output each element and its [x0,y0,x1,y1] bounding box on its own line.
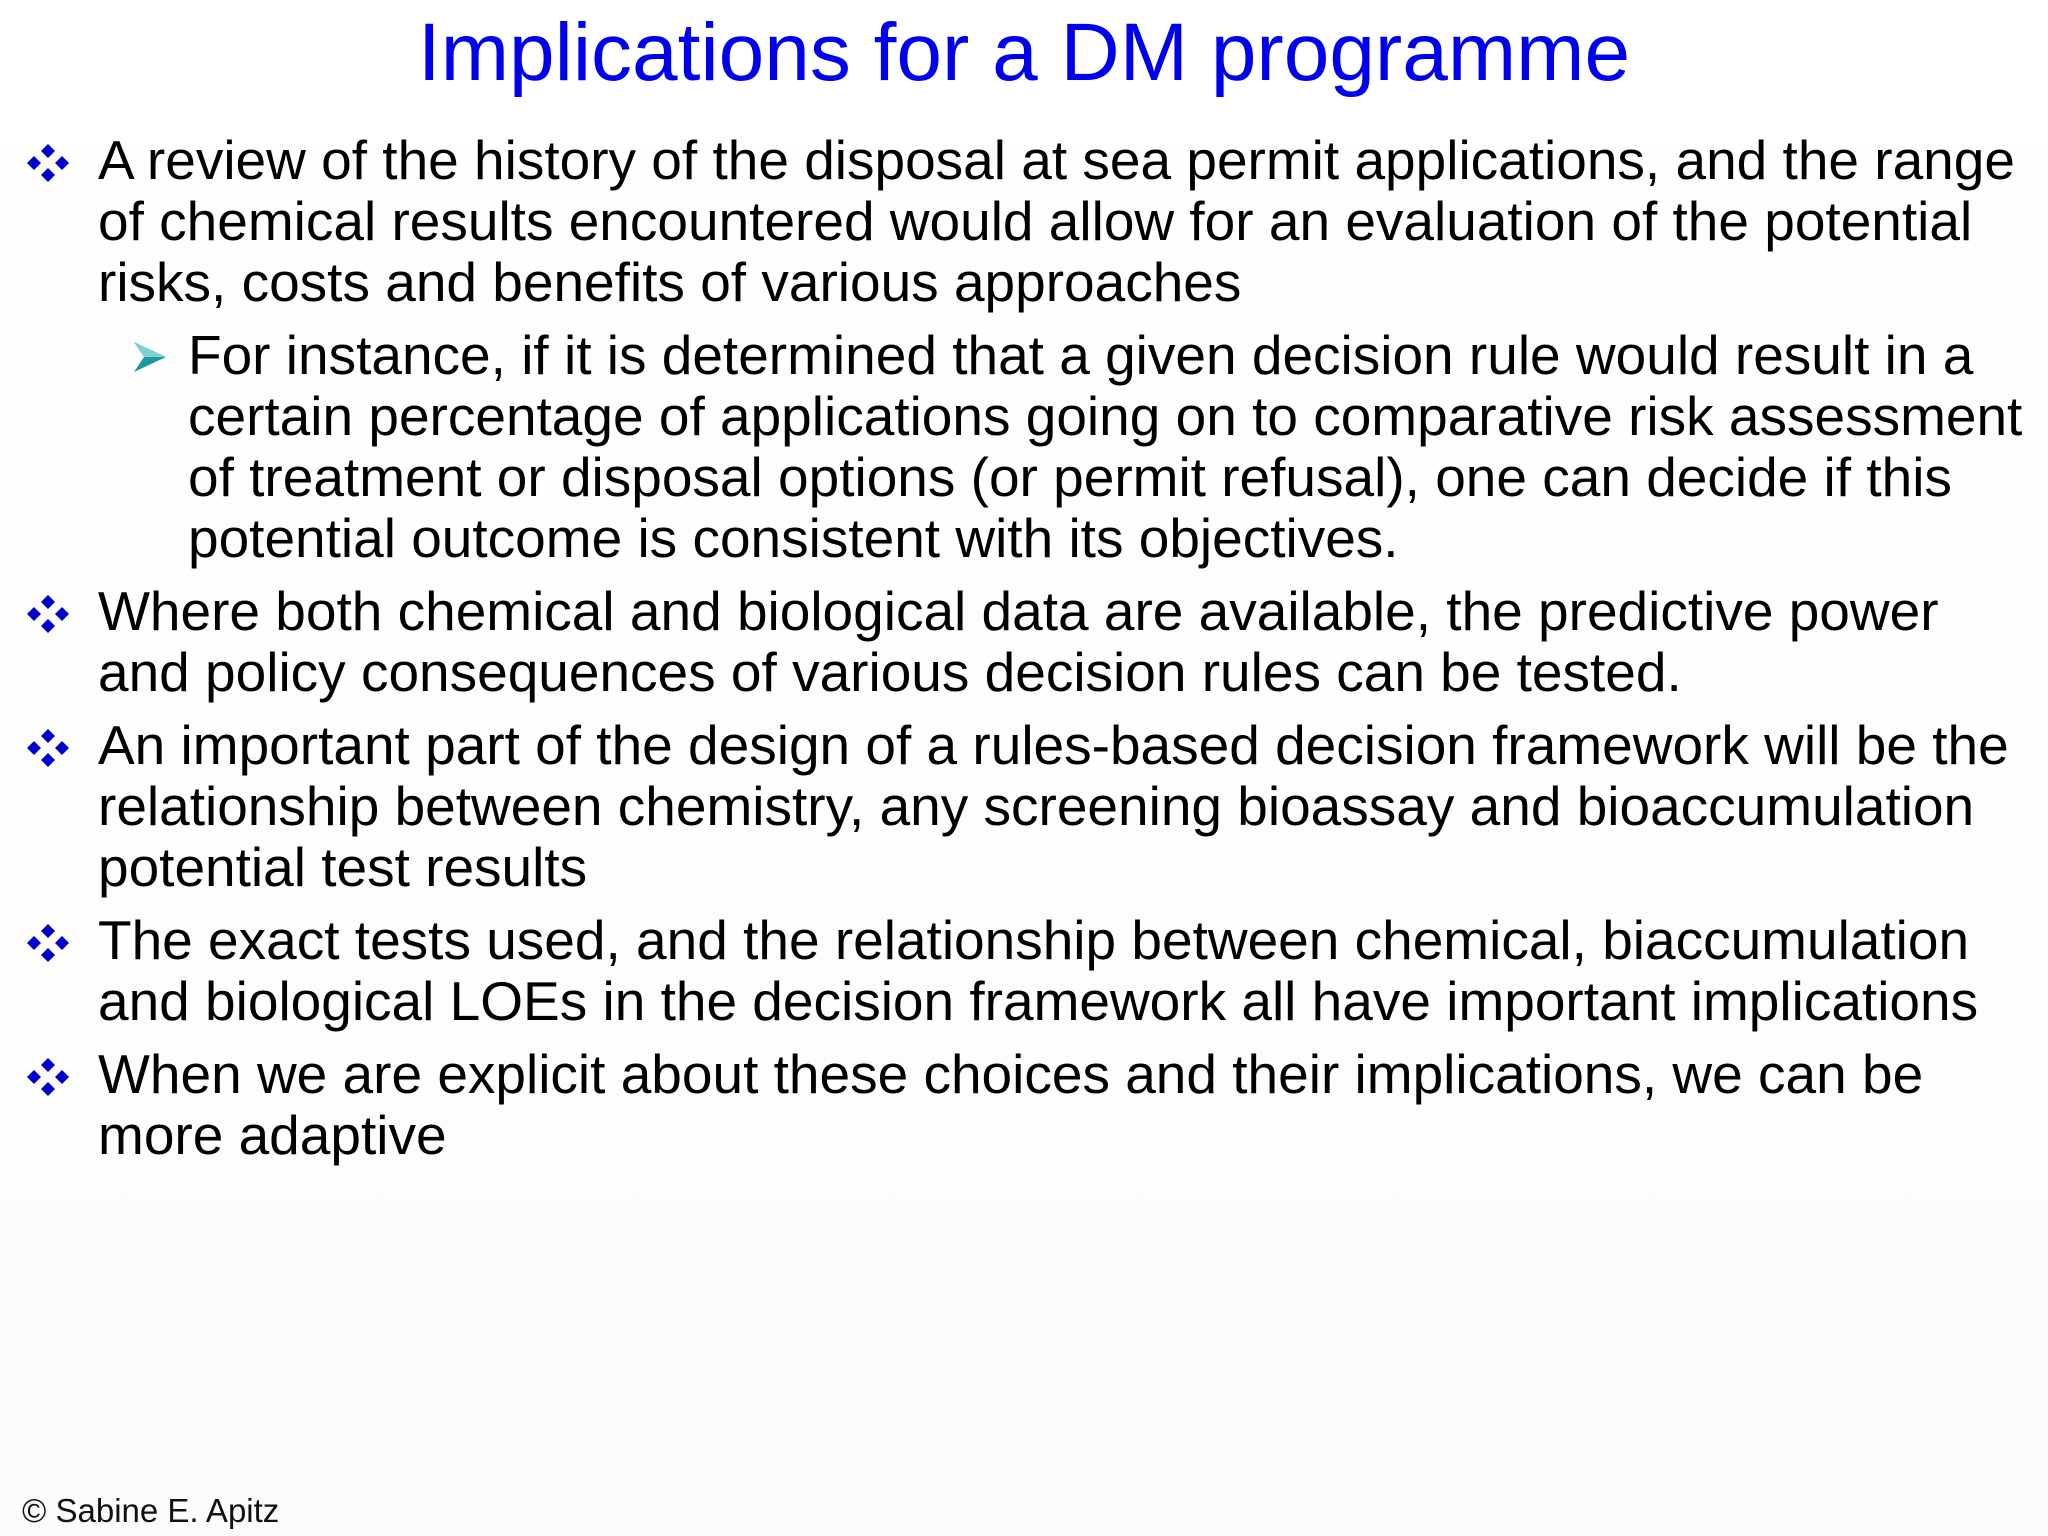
bullet-item [20,715,2030,898]
four-diamond-bullet-icon [24,727,72,769]
four-diamond-bullet-icon [24,1056,72,1098]
bullet-item [20,581,2030,703]
four-diamond-bullet-icon [24,142,72,184]
bullet-text: A review of the history of the disposal at sea permit applications, and the range of chemical results encountered would allow for an evaluation of the potential risks, costs and benefits of various approaches [98,129,2015,313]
sub-bullet-item [120,325,2030,569]
sub-bullet-text: For instance, if it is determined that a given decision rule would result in a certain percentage of applications going on to comparative risk assessment of treatment or disposal options (or permit refusal), one can decide if this potential outcome is consistent with its objectives. [188,324,2023,569]
copyright-notice: © Sabine E. Apitz [22,1492,280,1529]
four-diamond-bullet-icon [24,922,72,964]
bullet-item [20,130,2030,313]
bullet-item [20,910,2030,1032]
arrowhead-bullet-icon [130,339,170,375]
bullet-text: The exact tests used, and the relationship between chemical, biaccumulation and biological LOEs in the decision framework all have important implications [98,909,1979,1032]
bullet-list [20,130,2030,1178]
bullet-text: When we are explicit about these choices and their implications, we can be more adaptive [98,1043,1924,1166]
bullet-item [20,1044,2030,1166]
bullet-text: An important part of the design of a rules-based decision framework will be the relationship between chemistry, any screening bioassay and bioaccumulation potential test results [98,714,2009,898]
slide-title: Implications for a DM programme [417,7,1631,98]
four-diamond-bullet-icon [24,593,72,635]
bullet-text: Where both chemical and biological data are available, the predictive power and policy consequences of various decision rules can be tested. [98,580,1939,703]
